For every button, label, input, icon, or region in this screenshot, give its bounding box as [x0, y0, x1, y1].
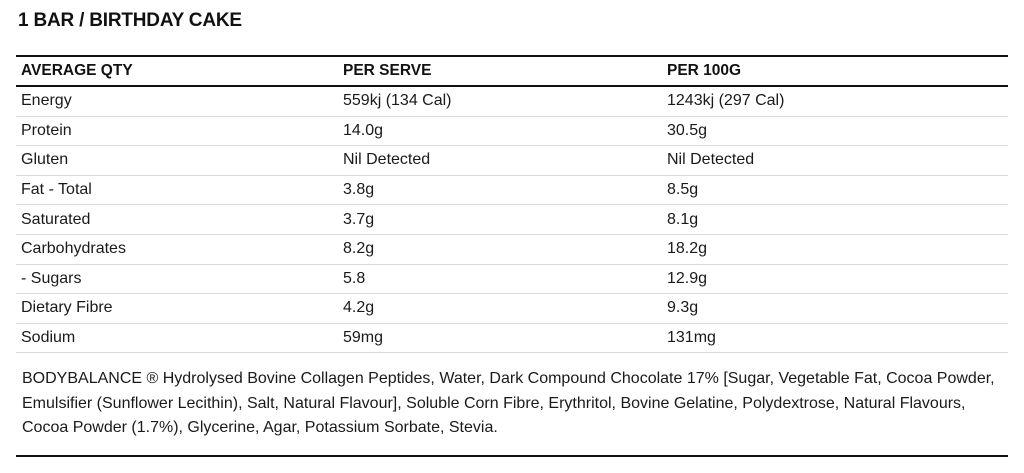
nutrient-name: Saturated	[21, 210, 91, 228]
table-row	[16, 146, 1008, 176]
nutrient-name: Sodium	[21, 329, 76, 347]
nutrient-name: Carbohydrates	[21, 240, 126, 258]
table-row	[16, 235, 1008, 265]
per-serve-value: Nil Detected	[343, 151, 431, 169]
per-serve-value: 14.0g	[343, 121, 384, 139]
per-100g-value: Nil Detected	[667, 151, 755, 169]
per-serve-value: 3.8g	[343, 181, 375, 199]
nutrition-table	[16, 55, 1008, 353]
per-100g-value: 12.9g	[667, 269, 708, 287]
table-row	[16, 205, 1008, 235]
table-row	[16, 117, 1008, 147]
table-row	[16, 324, 1008, 354]
nutrient-name: Gluten	[21, 151, 69, 169]
per-100g-value: 9.3g	[667, 299, 699, 317]
per-serve-value: 4.2g	[343, 299, 375, 317]
per-100g-value: 131mg	[667, 329, 716, 347]
bottom-divider	[16, 455, 1008, 457]
table-header-row	[16, 57, 1008, 87]
nutrient-name: Dietary Fibre	[21, 299, 113, 317]
per-100g-value: 30.5g	[667, 121, 708, 139]
per-serve-value: 559kj (134 Cal)	[343, 92, 452, 110]
ingredients-text: BODYBALANCE ® Hydrolysed Bovine Collagen Peptides, Water, Dark Compound Chocolate 17% [Sugar, Vegetable Fat, Cocoa Powder, Emulsifier (Sunflower Lecithin), Salt, Natural Flavour], Soluble Corn Fibre, Erythritol, Bovine Gelatine, Polydextrose, Natural Flavours, Cocoa Powder (1.7%), Glycerine, Agar, Potassium Sorbate, Stevia.	[22, 370, 995, 436]
table-row	[16, 87, 1008, 117]
per-serve-value: 8.2g	[343, 240, 375, 258]
per-serve-value: 59mg	[343, 329, 384, 347]
nutrient-name: - Sugars	[21, 269, 82, 287]
table-row	[16, 176, 1008, 206]
per-100g-value: 8.5g	[667, 181, 699, 199]
page-title: 1 BAR / BIRTHDAY CAKE	[18, 10, 242, 31]
per-serve-value: 5.8	[343, 269, 366, 287]
column-header-per-serve: PER SERVE	[343, 62, 432, 79]
per-serve-value: 3.7g	[343, 210, 375, 228]
nutrient-name: Protein	[21, 121, 72, 139]
per-100g-value: 1243kj (297 Cal)	[667, 92, 785, 110]
table-row	[16, 294, 1008, 324]
column-header-average-qty: AVERAGE QTY	[21, 62, 133, 79]
nutrient-name: Fat - Total	[21, 181, 92, 199]
column-header-per-100g: PER 100G	[667, 62, 742, 79]
table-row	[16, 265, 1008, 295]
nutrient-name: Energy	[21, 92, 72, 110]
per-100g-value: 18.2g	[667, 240, 708, 258]
per-100g-value: 8.1g	[667, 210, 699, 228]
